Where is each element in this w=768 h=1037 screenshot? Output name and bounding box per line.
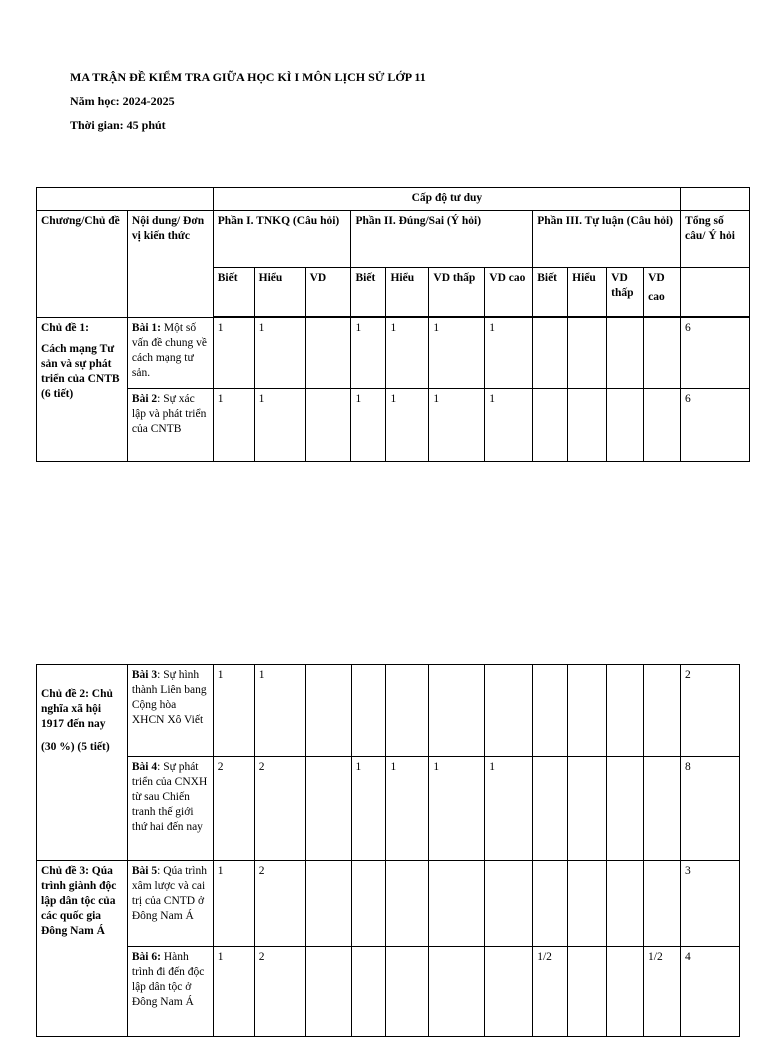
sub-biet-3: Biết: [533, 268, 568, 317]
sub-hieu: Hiểu: [254, 268, 305, 317]
cell: 1: [351, 389, 386, 462]
cell: [351, 861, 386, 947]
sub-total-empty: [681, 268, 750, 317]
cell-total: 4: [681, 947, 740, 1037]
cell: [386, 861, 429, 947]
cell: [386, 665, 429, 757]
matrix-table-top: [36, 187, 750, 462]
cell: [305, 389, 351, 462]
cell: [305, 861, 351, 947]
cell: [568, 861, 607, 947]
cell: [386, 947, 429, 1037]
cell: [533, 389, 568, 462]
cell: 1/2: [533, 947, 568, 1037]
phan2-header: Phần II. Đúng/Sai (Ý hỏi): [351, 211, 533, 268]
cell: 1: [351, 757, 386, 861]
sub-hieu-3: Hiểu: [568, 268, 607, 317]
cell: 1: [386, 757, 429, 861]
cell: 1: [213, 861, 254, 947]
cell: [568, 318, 607, 389]
cell: [429, 947, 485, 1037]
cell: [429, 861, 485, 947]
cell: [607, 389, 644, 462]
sub-vdcao-2: VD cao: [485, 268, 533, 317]
phan3-header: Phần III. Tự luận (Câu hỏi): [533, 211, 681, 268]
bai-3: Bài 3: Sự hình thành Liên bang Cộng hòa XHCN Xô Viết: [127, 665, 213, 757]
bai-5: Bài 5: Qúa trình xâm lược và cai trị của CNTD ở Đông Nam Á: [127, 861, 213, 947]
cell: [644, 318, 681, 389]
cell: [533, 861, 568, 947]
cell: 2: [213, 757, 254, 861]
cell-total: 2: [681, 665, 740, 757]
cell: [607, 757, 644, 861]
total-header: Tổng số câu/ Ý hỏi: [681, 211, 750, 268]
cell: [607, 665, 644, 757]
cell: 1: [254, 665, 305, 757]
sub-vdthap-3: VD thấp: [607, 268, 644, 317]
cell-total: 6: [681, 318, 750, 389]
sub-vd-3: VD: [648, 272, 665, 284]
cell-total: 6: [681, 389, 750, 462]
phan1-header: Phần I. TNKQ (Câu hỏi): [213, 211, 351, 268]
cell: 1: [429, 389, 485, 462]
cell: 1: [213, 665, 254, 757]
cell: [485, 947, 533, 1037]
cell: [607, 947, 644, 1037]
cell: 1: [485, 318, 533, 389]
cell: 1/2: [644, 947, 681, 1037]
cell: [485, 665, 533, 757]
cell: 1: [351, 318, 386, 389]
cell: [305, 665, 351, 757]
chu-de-1: Chủ đề 1: Cách mạng Tư sản và sự phát triển của CNTB (6 tiết): [37, 318, 128, 462]
sub-cao-3: cao: [648, 291, 665, 303]
sub-vdthap-2: VD thấp: [429, 268, 485, 317]
doc-title: MA TRẬN ĐỀ KIỂM TRA GIỮA HỌC KÌ I MÔN LỊCH SỬ LỚP 11: [70, 70, 426, 84]
cell: [351, 947, 386, 1037]
sub-vdcao-3: [644, 268, 681, 317]
bai-6: Bài 6: Hành trình đi đến độc lập dân tộc ở Đông Nam Á: [127, 947, 213, 1037]
cell: 1: [254, 318, 305, 389]
cell: [568, 757, 607, 861]
cell: 2: [254, 757, 305, 861]
cell: [644, 757, 681, 861]
cell: 1: [485, 757, 533, 861]
cell-total: 3: [681, 861, 740, 947]
cell: 1: [429, 318, 485, 389]
matrix-table-bottom: [36, 664, 740, 1037]
bai-4: Bài 4: Sự phát triển của CNXH từ sau Chiến tranh thế giới thứ hai đến nay: [127, 757, 213, 861]
sub-hieu-2: Hiểu: [386, 268, 429, 317]
cell: 1: [386, 389, 429, 462]
cell: [533, 665, 568, 757]
cell: [305, 757, 351, 861]
bai-2: Bài 2: Sự xác lập và phát triển của CNTB: [127, 389, 213, 462]
school-year: Năm học: 2024-2025: [70, 94, 175, 108]
cell: [351, 665, 386, 757]
cell: 1: [485, 389, 533, 462]
cell: [568, 665, 607, 757]
cell: 2: [254, 861, 305, 947]
cell: [644, 389, 681, 462]
sub-vd: VD: [305, 268, 351, 317]
cell: [644, 665, 681, 757]
cap-do-header: Cấp độ tư duy: [213, 188, 680, 211]
cell: 1: [213, 947, 254, 1037]
cell: [305, 947, 351, 1037]
bai-1: Bài 1: Một số vấn đề chung về cách mạng tư sản.: [127, 318, 213, 389]
cell: 1: [429, 757, 485, 861]
cell: 1: [213, 389, 254, 462]
cell: [485, 861, 533, 947]
sub-biet: Biết: [213, 268, 254, 317]
cell: 1: [386, 318, 429, 389]
cell: [607, 861, 644, 947]
cell: [568, 389, 607, 462]
empty-corner: [37, 188, 214, 211]
cell-total: 8: [681, 757, 740, 861]
cell: [644, 861, 681, 947]
sub-biet-2: Biết: [351, 268, 386, 317]
col-noidung-header: Nội dung/ Đơn vị kiến thức: [127, 211, 213, 318]
col-chuong-header: Chương/Chủ đề: [37, 211, 128, 318]
cell: 1: [213, 318, 254, 389]
chu-de-2: Chủ đề 2: Chủ nghĩa xã hội 1917 đến nay (30 %) (5 tiết): [37, 665, 128, 861]
cell: [568, 947, 607, 1037]
chu-de-3: Chủ đề 3: Qúa trình giành độc lập dân tộc của các quốc gia Đông Nam Á: [37, 861, 128, 1037]
cell: [305, 318, 351, 389]
cell: [533, 757, 568, 861]
cell: [429, 665, 485, 757]
cell: [607, 318, 644, 389]
cell: 2: [254, 947, 305, 1037]
exam-duration: Thời gian: 45 phút: [70, 118, 166, 132]
empty-total-head: [681, 188, 750, 211]
cell: [533, 318, 568, 389]
cell: 1: [254, 389, 305, 462]
